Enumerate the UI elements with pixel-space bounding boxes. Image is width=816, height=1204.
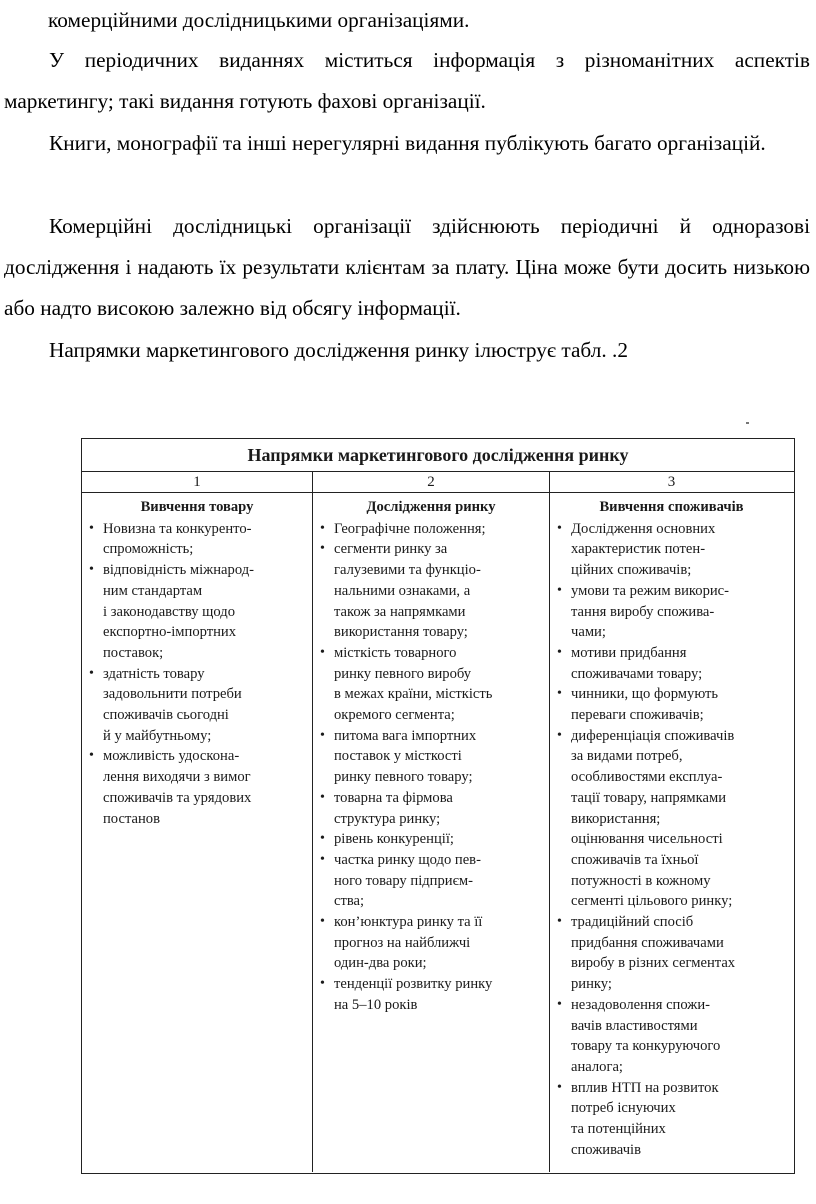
list-item: • можливість удоскона- лення виходячи з вимог споживачів та урядових постанов xyxy=(88,746,306,829)
paragraph-periodicals-text: У періодичних виданнях міститься інформація з різноманітних аспектів маркетингу; такі видання готують фахові організації. xyxy=(4,48,810,113)
scan-speck xyxy=(746,422,749,424)
list-item: • товарна та фірмова структура ринку; xyxy=(319,788,543,829)
table-title: Напрямки маркетингового дослідження ринку xyxy=(82,439,794,472)
list-item: • чинники, що формують переваги споживачів; xyxy=(556,684,787,725)
list-item: • умови та режим викорис- тання виробу спожива- чами; xyxy=(556,581,787,643)
paragraph-commercial-research-text: Комерційні дослідницькі організації здійснюють періодичні й одноразові дослідження і надають їх результати клієнтам за плату. Ціна може бути досить низькою або надто високою залежно від обсягу інформації. xyxy=(4,214,810,320)
column-heading: Вивчення споживачів xyxy=(599,499,744,515)
list-item: • сегменти ринку за галузевими та функціо- нальними ознаками, а також за напрямками використання товару; xyxy=(319,539,543,643)
list-item: • Дослідження основних характеристик потен- ційних споживачів; xyxy=(556,519,787,581)
list-item: • рівень конкуренції; xyxy=(319,829,543,850)
market-research-table xyxy=(81,438,795,1174)
column-product-study xyxy=(82,493,313,1172)
column-market-research xyxy=(313,493,550,1172)
column-item-list xyxy=(556,519,787,1161)
list-item: • частка ринку щодо пев- ного товару підприєм- ства; xyxy=(319,850,543,912)
table-body xyxy=(82,493,794,1172)
list-item: • місткість товарного ринку певного виробу в межах країни, місткість окремого сегмента; xyxy=(319,643,543,726)
column-heading: Дослідження ринку xyxy=(366,499,496,515)
list-item: • традиційний спосіб придбання споживачами виробу в різних сегментах ринку; xyxy=(556,912,787,995)
column-number-3: 3 xyxy=(667,474,676,490)
column-number-2: 2 xyxy=(313,472,550,492)
list-item: • вплив НТП на розвиток потреб існуючих та потенційних споживачів xyxy=(556,1078,787,1161)
column-number-1: 1 xyxy=(82,472,313,492)
column-item-list xyxy=(319,519,543,1016)
column-heading: Вивчення товару xyxy=(140,499,254,515)
list-item: • диференціація споживачів за видами потреб, особливостями експлуа- тації товару, напрямками використання; оцінювання чисельності споживачів та їхньої потужності в кожному сегменті цільового ринку; xyxy=(556,726,787,912)
list-item: • Новизна та конкуренто- спроможність; xyxy=(88,519,306,560)
list-item: • тенденції розвитку ринку на 5–10 років xyxy=(319,974,543,1015)
paragraph-periodicals xyxy=(0,40,816,122)
list-item: • відповідність міжнарод- ним стандартам і законодавству щодо експортно-імпортних поставок; xyxy=(88,560,306,664)
list-item: • Географічне положення; xyxy=(319,519,543,540)
column-item-list xyxy=(88,519,306,830)
list-item: • питома вага імпортних поставок у місткості ринку певного товару; xyxy=(319,726,543,788)
list-item: • незадоволення спожи- вачів властивостями товару та конкуруючого аналога; xyxy=(556,995,787,1078)
paragraph-table-reference xyxy=(0,330,816,371)
list-item: • кон’юнктура ринку та її прогноз на найближчі один-два роки; xyxy=(319,912,543,974)
paragraph-books-text: Книги, монографії та інші нерегулярні видання публікують багато організацій. xyxy=(49,131,766,155)
list-item: • здатність товару задовольнити потреби споживачів сьогодні й у майбутньому; xyxy=(88,664,306,747)
paragraph-commercial-research xyxy=(0,206,816,329)
column-consumer-study xyxy=(550,493,793,1172)
paragraph-continuation: комерційними дослідницькими організаціями. xyxy=(48,8,470,32)
list-item: • мотиви придбання споживачами товару; xyxy=(556,643,787,684)
table-column-numbers xyxy=(82,472,794,493)
paragraph-books xyxy=(0,123,816,164)
paragraph-table-reference-text: Напрямки маркетингового дослідження ринку ілюструє табл. .2 xyxy=(49,338,628,362)
